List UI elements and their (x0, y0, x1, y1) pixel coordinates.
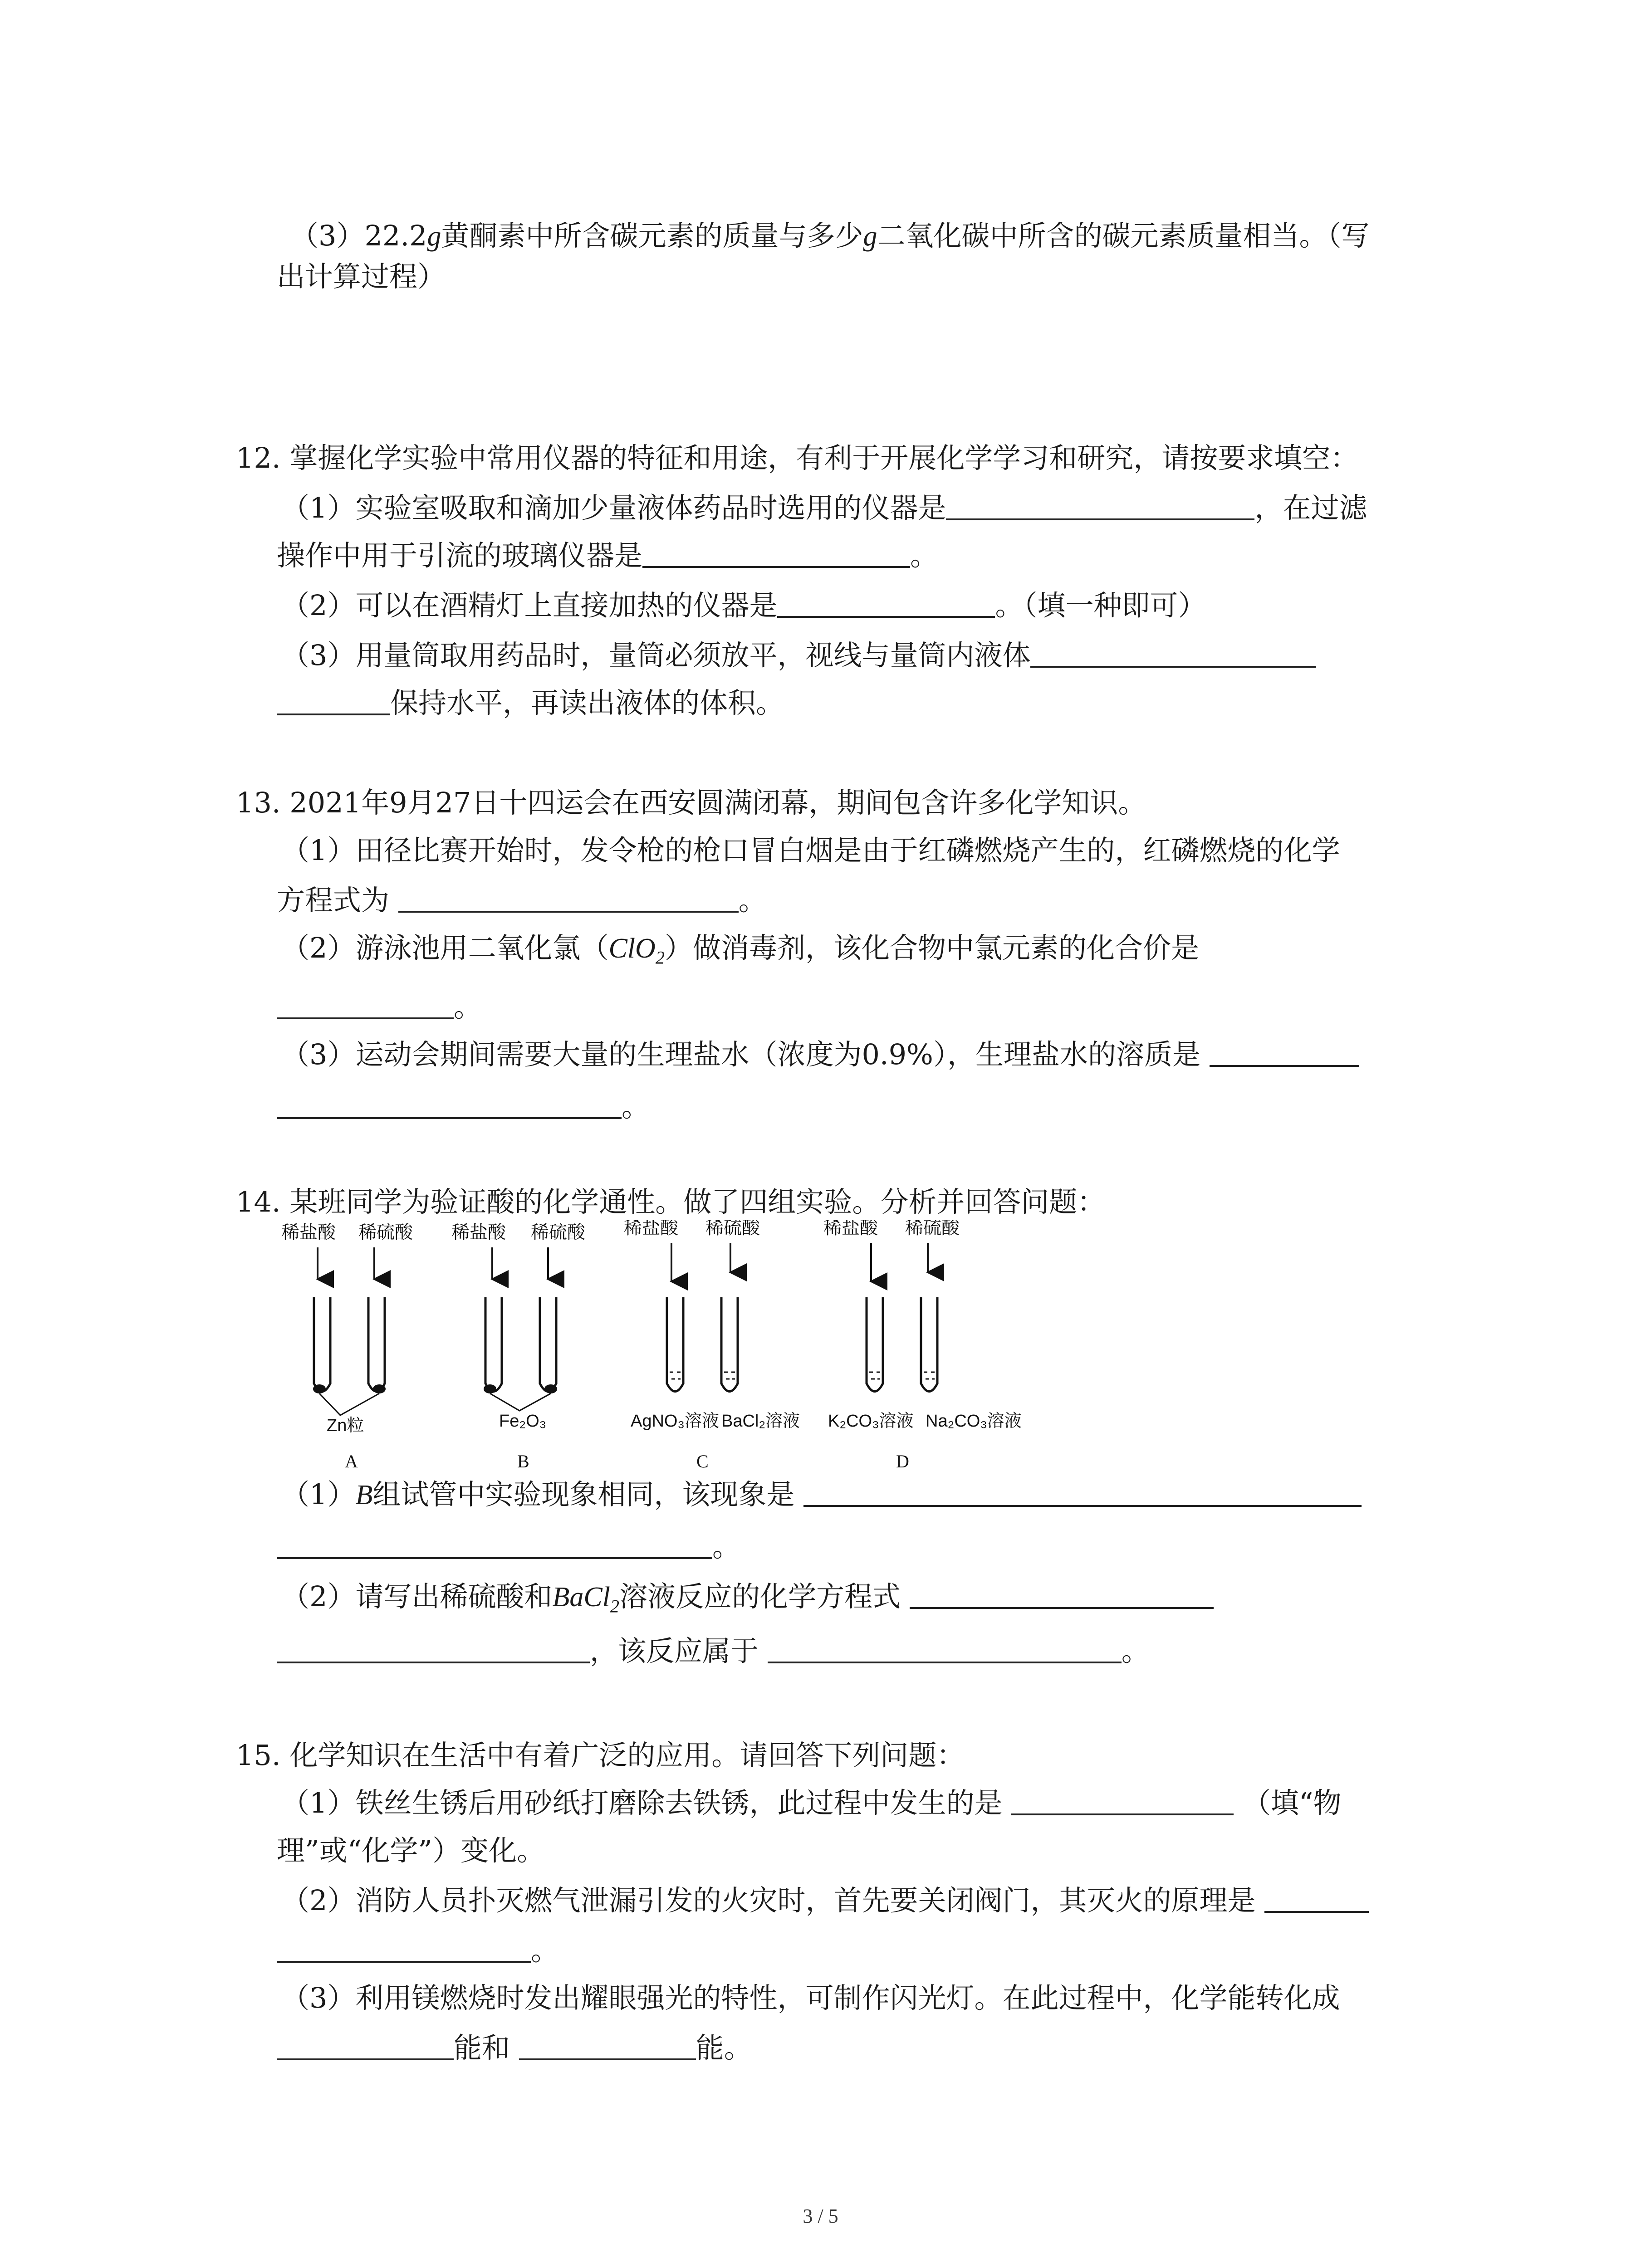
reagent-label: Zn粒 (327, 1416, 364, 1435)
acid-label: 稀硫酸 (358, 1222, 413, 1242)
q14-p2-text-c: ，该反应属于 (590, 1634, 759, 1667)
test-tube (540, 1297, 556, 1392)
group-b-ref: B (355, 1480, 373, 1510)
q12-p1-text-b: ，在过滤 (1254, 491, 1367, 524)
group-label: D (896, 1451, 909, 1471)
q14-p2-text-b: 溶液反应的化学方程式 (619, 1580, 901, 1613)
page-number: 3 / 5 (803, 2205, 838, 2227)
q14-p2-text-a: （2）请写出稀硫酸和 (281, 1580, 553, 1613)
q12-part3-line2 (277, 685, 784, 721)
q15-p2-text-a: （2）消防人员扑灭燃气泄漏引发的火灾时，首先要关闭阀门，其灭火的原理是 (281, 1884, 1256, 1917)
acid-label: 稀盐酸 (281, 1222, 336, 1242)
acid-label: 稀硫酸 (705, 1220, 760, 1238)
reagent-label: Na₂CO₃溶液 (926, 1412, 1022, 1431)
q15-p3-text-c: 能。 (696, 2031, 752, 2064)
reagent-label: Fe₂O₃ (499, 1412, 547, 1431)
q13-p3-blank-a[interactable] (1210, 1040, 1359, 1067)
q12-stem: 12. 掌握化学实验中常用仪器的特征和用途，有利于开展化学学习和研究，请按要求填空： (236, 441, 1359, 474)
q15-p1-text-a: （1）铁丝生锈后用砂纸打磨除去铁锈，此过程中发生的是 (281, 1786, 1003, 1819)
q12-p1-text-a: （1）实验室吸取和滴加少量液体药品时选用的仪器是 (281, 491, 946, 524)
q13-p1-blank[interactable] (398, 885, 739, 913)
q12-p3-text-a: （3）用量筒取用药品时，量筒必须放平，视线与量筒内液体 (281, 639, 1031, 672)
q12-p1-blank2[interactable] (642, 541, 910, 568)
q11-p3-text-c: 二氧化碳中所含的碳元素质量相当。（写 (877, 219, 1370, 252)
q13-p1-text-c: 。 (738, 884, 767, 917)
q13-part3-line2 (277, 1089, 650, 1125)
reagent-label: AgNO₃溶液 (631, 1412, 719, 1431)
q13-p3-blank-b[interactable] (277, 1092, 622, 1119)
q15-p1-text-b: （填“物 (1242, 1786, 1342, 1819)
test-tube (867, 1297, 883, 1392)
formula-bacl2: BaCl (552, 1582, 610, 1613)
q14-test-tubes-figure (272, 1220, 1053, 1506)
q14-part2-line2 (277, 1633, 1150, 1669)
q11-p3-text-a: （3）22.2 (290, 219, 427, 252)
q12-p3-text-b: 保持水平，再读出液体的体积。 (390, 686, 784, 719)
unit-g: g (863, 221, 877, 252)
q14-part2-line1 (281, 1579, 1214, 1624)
q15-part1-line2: 理”或“化学”）变化。 (277, 1834, 545, 1867)
q15-stem: 15. 化学知识在生活中有着广泛的应用。请回答下列问题： (236, 1739, 965, 1772)
q15-p3-text-b: 能和 (454, 2031, 510, 2064)
q11-p3-text-b: 黄酮素中所含碳元素的质量与多少 (441, 219, 863, 252)
q14-part1-line2 (277, 1529, 740, 1565)
q13-part3-line1 (281, 1036, 1359, 1073)
q14-p2-blank-b[interactable] (277, 1636, 590, 1663)
q14-p1-blank-a[interactable] (803, 1480, 1362, 1507)
q11-p3-text-d: 出计算过程） (277, 260, 446, 293)
q11-part3-line2 (277, 259, 446, 295)
q14-p1-text-b: 组试管中实验现象相同，该现象是 (372, 1478, 795, 1511)
q14-p1-text-c: 。 (712, 1530, 741, 1563)
q15-part1-line1 (281, 1785, 1342, 1821)
acid-label: 稀盐酸 (624, 1220, 678, 1238)
q15-p2-blank-b[interactable] (277, 1936, 531, 1963)
q12-part1-line1 (281, 490, 1367, 526)
q14-stem: 14. 某班同学为验证酸的化学通性。做了四组实验。分析并回答问题： (236, 1185, 1106, 1218)
q14-part1-line1 (281, 1476, 1362, 1513)
group-label: A (345, 1451, 358, 1471)
q15-p3-blank-b[interactable] (519, 2033, 696, 2060)
q15-p2-text-b: 。 (531, 1934, 559, 1967)
q12-part1-line2 (277, 538, 938, 574)
q14-p1-text-a: （1） (281, 1478, 356, 1511)
q13-p2-blank[interactable] (277, 992, 454, 1019)
q11-part3-line1 (290, 218, 1370, 254)
q13-part2-line1 (281, 930, 1199, 976)
q13-p3-text-a: （3）运动会期间需要大量的生理盐水（浓度为0.9%），生理盐水的溶质是 (281, 1038, 1200, 1071)
acid-label: 稀盐酸 (451, 1222, 506, 1242)
q12-p3-blank-b[interactable] (277, 688, 390, 715)
q14-p1-blank-b[interactable] (277, 1532, 712, 1559)
q13-part2-line2 (277, 989, 482, 1025)
test-tube (485, 1297, 502, 1392)
q14-p2-text-d: 。 (1121, 1634, 1150, 1667)
q12-p2-text-b: 。（填一种即可） (995, 589, 1206, 622)
q12-p2-blank[interactable] (777, 591, 995, 618)
reagent-label: BaCl₂溶液 (721, 1412, 800, 1431)
q14-p2-blank-c[interactable] (768, 1636, 1122, 1663)
formula-clo2: ClO (608, 933, 656, 964)
acid-label: 稀盐酸 (823, 1220, 878, 1238)
formula-bacl2-sub: 2 (610, 1596, 620, 1617)
test-tube (667, 1297, 683, 1392)
q15-p2-blank-a[interactable] (1264, 1886, 1369, 1913)
test-tube (368, 1297, 385, 1392)
q14-p2-blank-a[interactable] (910, 1582, 1214, 1609)
q15-part2-line2 (277, 1932, 559, 1969)
q13-p3-text-b: 。 (622, 1090, 650, 1123)
test-tube (921, 1297, 937, 1392)
group-label: C (696, 1451, 709, 1471)
acid-label: 稀硫酸 (905, 1220, 960, 1238)
q15-p3-blank-a[interactable] (277, 2033, 454, 2060)
q15-part3-line2 (277, 2030, 752, 2066)
reagent-label: K₂CO₃溶液 (828, 1412, 914, 1431)
q12-p1-text-d: 。 (910, 539, 939, 572)
unit-g: g (427, 221, 441, 252)
q15-part2-line1 (281, 1882, 1369, 1919)
q12-part2 (281, 587, 1206, 624)
q13-stem: 13. 2021年9月27日十四运会在西安圆满闭幕，期间包含许多化学知识。 (236, 786, 1146, 819)
acid-label: 稀硫酸 (531, 1222, 585, 1242)
test-tube (721, 1297, 738, 1392)
q15-part3-line1: （3）利用镁燃烧时发出耀眼强光的特性，可制作闪光灯。在此过程中，化学能转化成 (281, 1981, 1340, 2014)
q12-p1-blank1[interactable] (946, 493, 1254, 520)
q12-part3-line1 (281, 637, 1316, 674)
q13-p2-text-b: ）做消毒剂，该化合物中氯元素的化合价是 (664, 931, 1199, 964)
test-tubes-diagram (272, 1220, 1053, 1506)
test-tube (314, 1297, 330, 1392)
q12-p3-blank-a[interactable] (1030, 640, 1316, 668)
q13-part1-line1: （1）田径比赛开始时，发令枪的枪口冒白烟是由于红磷燃烧产生的，红磷燃烧的化学 (281, 834, 1340, 867)
group-label: B (517, 1451, 529, 1471)
q12-p2-text-a: （2）可以在酒精灯上直接加热的仪器是 (281, 589, 778, 622)
q12-p1-text-c: 操作中用于引流的玻璃仪器是 (277, 539, 643, 572)
q13-p2-text-a: （2）游泳池用二氧化氯（ (281, 931, 609, 964)
formula-clo2-sub: 2 (655, 947, 665, 968)
q13-p2-text-c: 。 (454, 990, 482, 1023)
q13-p1-text-b: 方程式为 (277, 884, 390, 917)
q15-p1-blank[interactable] (1011, 1788, 1234, 1815)
q13-part1-line2 (277, 882, 767, 919)
